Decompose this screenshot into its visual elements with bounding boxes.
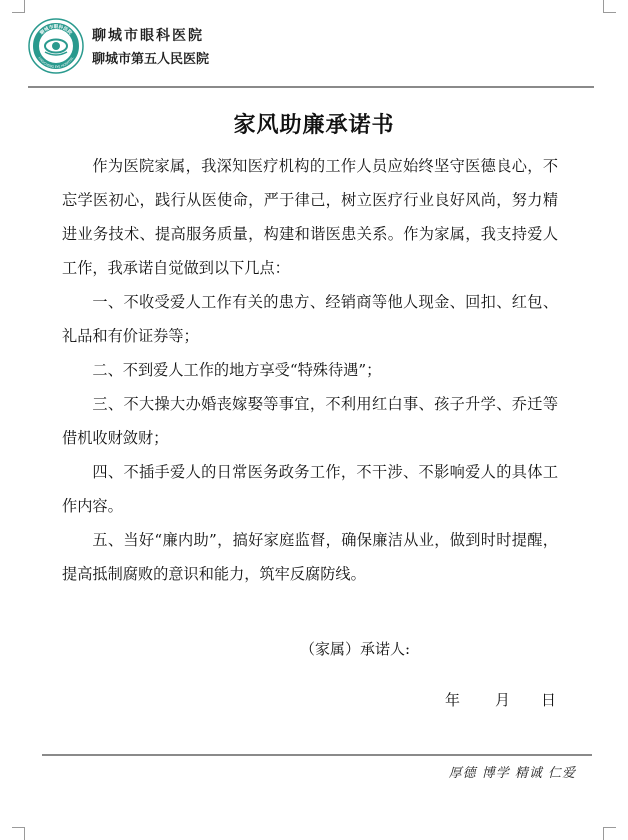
header-divider — [28, 86, 594, 88]
hospital-name-primary: 聊城市眼科医院 — [92, 28, 204, 44]
date-line — [445, 689, 556, 710]
paragraph-item-4: 四、不插手爱人的日常医务政务工作，不干涉、不影响爱人的具体工作内容。 — [62, 463, 558, 515]
hospital-logo-icon — [28, 18, 84, 74]
date-month-label: 月 — [495, 691, 511, 709]
signature-line: （家属）承诺人: — [300, 640, 411, 658]
paragraph-item-3: 三、不大操大办婚丧嫁娶等事宜，不利用红白事、孩子升学、乔迁等借机收财敛财； — [62, 395, 558, 447]
footer-divider — [42, 754, 592, 756]
crop-mark-top-left — [12, 0, 25, 13]
crop-mark-top-right — [603, 0, 616, 13]
hospital-motto: 厚德 博学 精诚 仁爱 — [448, 766, 576, 781]
logo-text-top: 聊城市眼科医院 — [39, 25, 73, 37]
date-day-label: 日 — [541, 691, 557, 709]
hospital-names — [92, 25, 209, 67]
hospital-name-secondary: 聊城市第五人民医院 — [92, 52, 210, 67]
logo-text-bottom: LIAOCHENG EYE HOSPITAL — [37, 56, 75, 70]
letterhead — [28, 16, 209, 76]
crop-mark-bottom-left — [12, 827, 25, 840]
paragraph-item-5: 五、当好“廉内助”，搞好家庭监督，确保廉洁从业，做到时时提醒，提高抵制腐败的意识和能力，筑牢反腐防线。 — [62, 531, 558, 583]
paragraph-item-2: 二、不到爱人工作的地方享受“特殊待遇”； — [92, 361, 382, 379]
date-year-label: 年 — [445, 691, 461, 709]
crop-mark-bottom-right — [603, 827, 616, 840]
document-body — [62, 149, 558, 591]
document-title: 家风助廉承诺书 — [233, 112, 395, 138]
paragraph-intro: 作为医院家属，我深知医疗机构的工作人员应始终坚守医德良心，不忘学医初心，践行从医使命，严于律己，树立医疗行业良好风尚，努力精进业务技术、提高服务质量，构建和谐医患关系。作为家属，我支持爱人工作，我承诺自觉做到以下几点： — [62, 157, 558, 277]
paragraph-item-1: 一、不收受爱人工作有关的患方、经销商等他人现金、回扣、红包、礼品和有价证券等； — [62, 293, 558, 345]
